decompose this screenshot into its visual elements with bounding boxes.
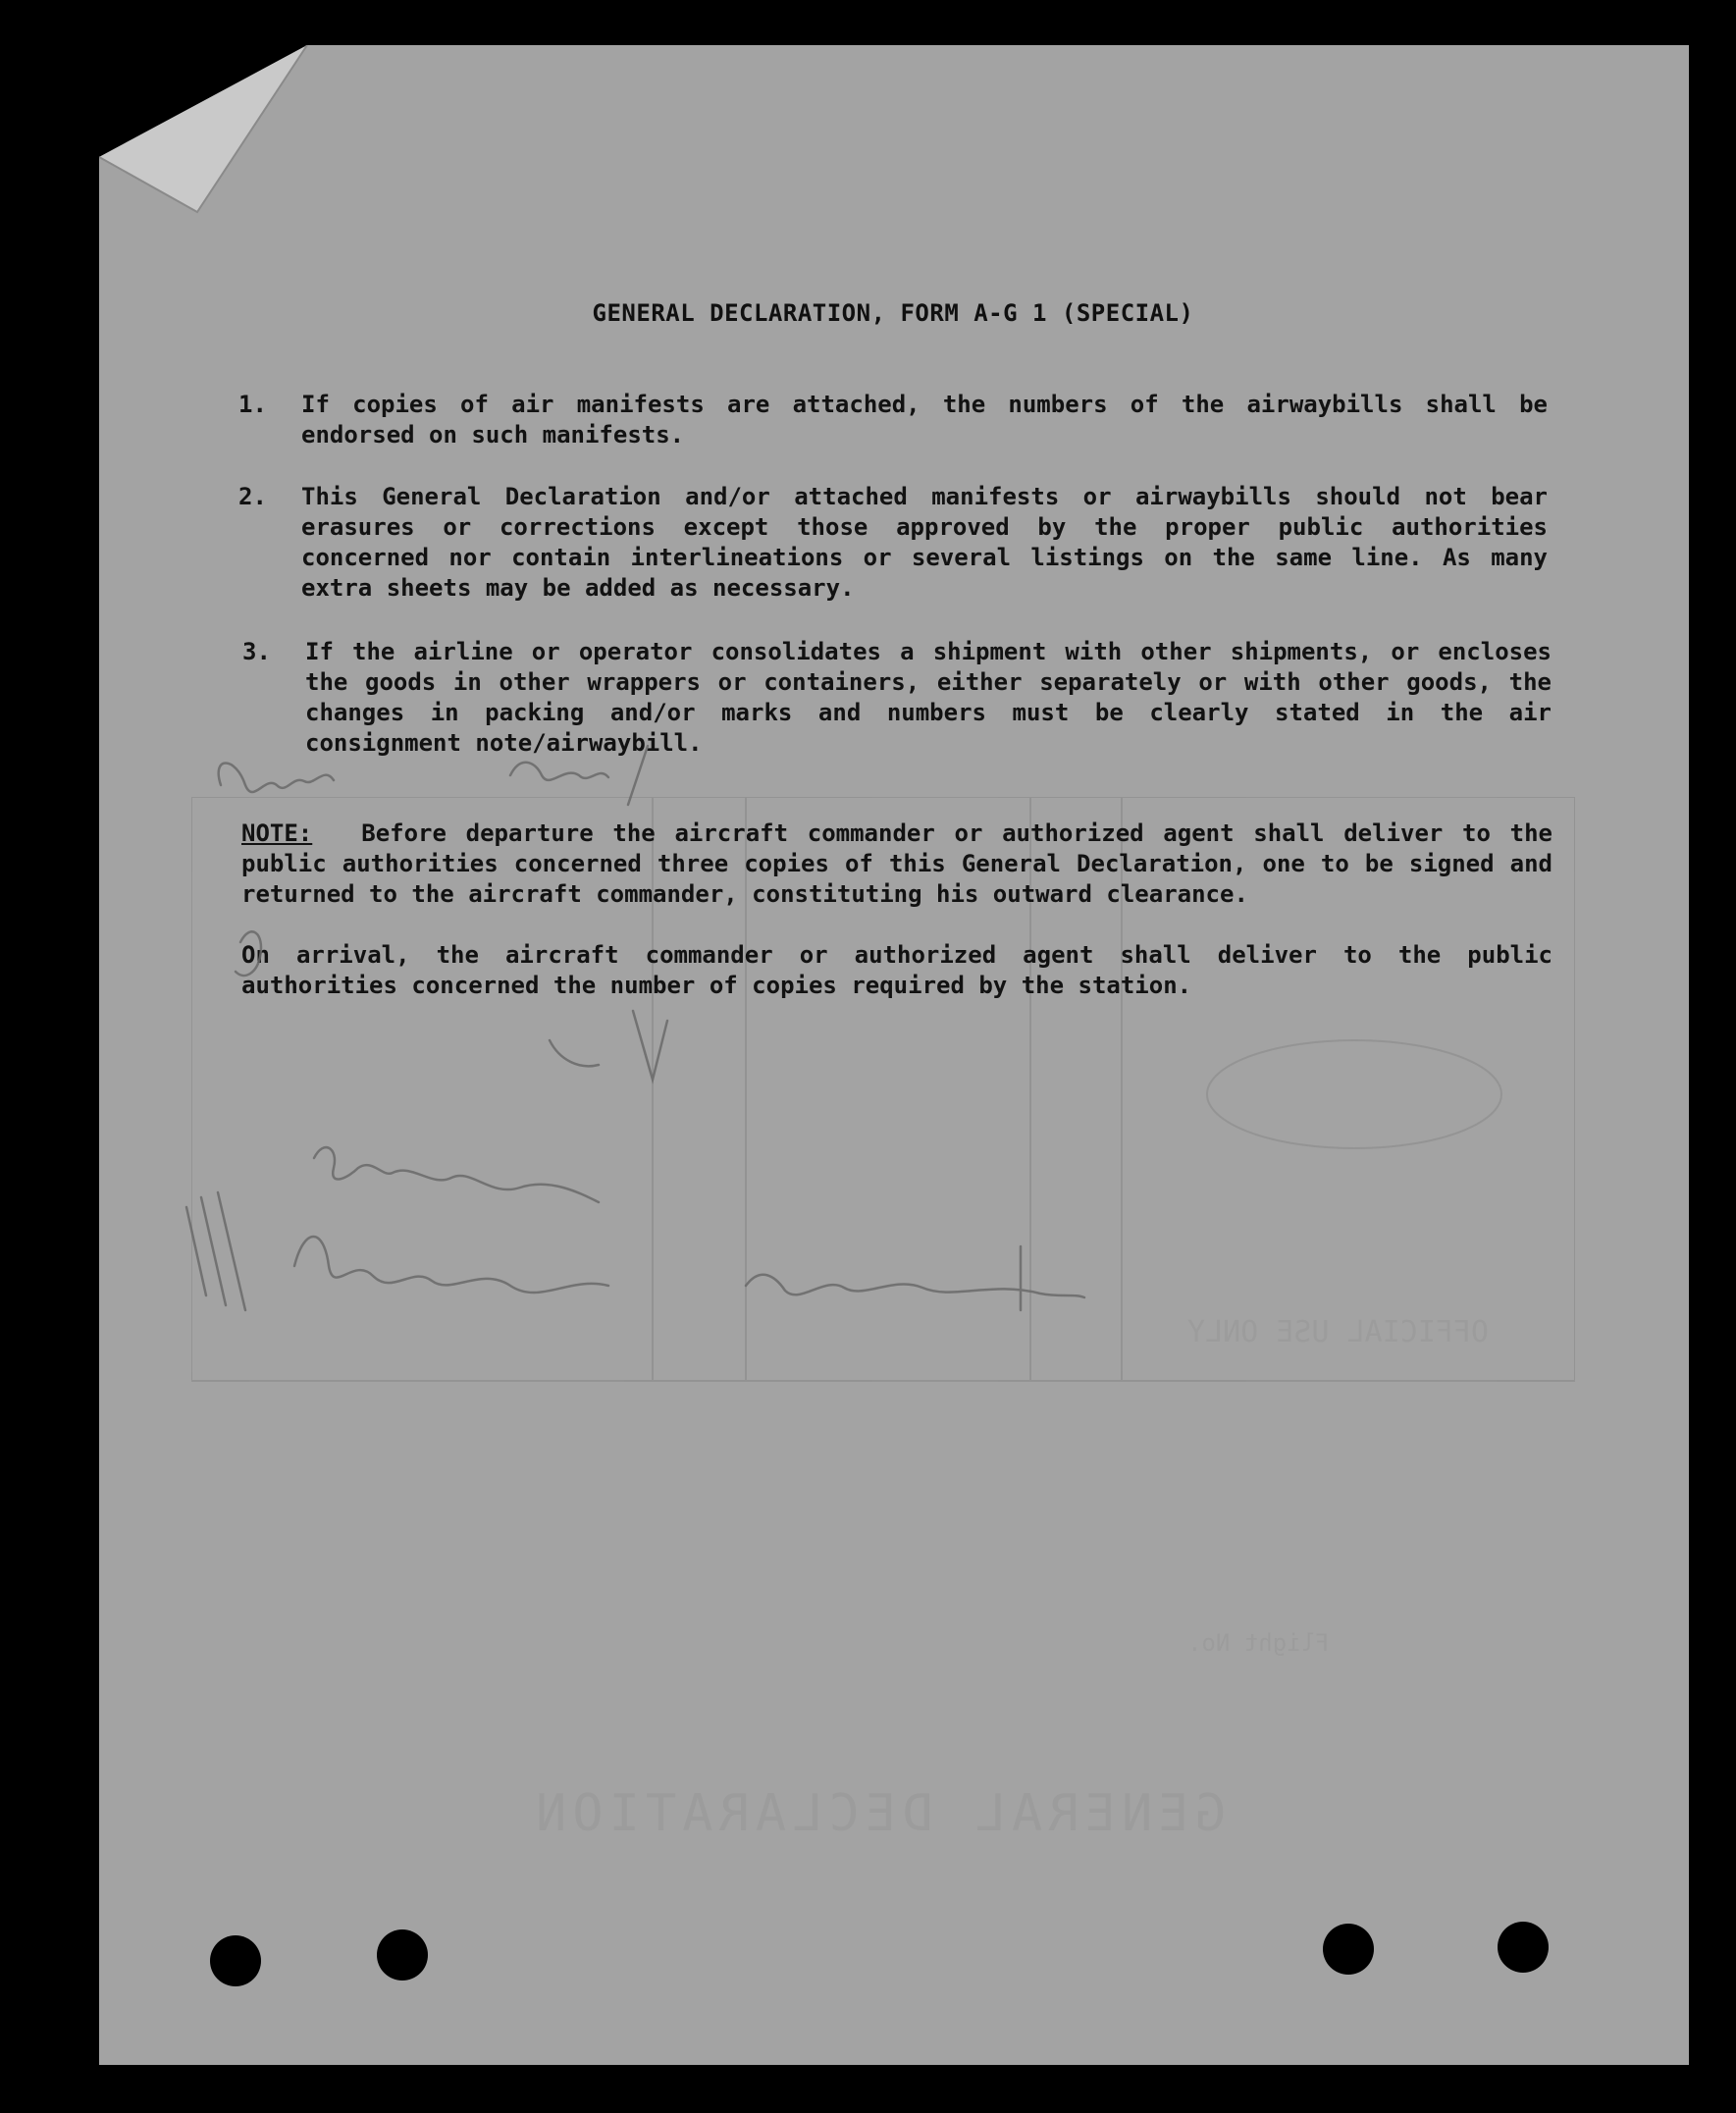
item-number: 1. [238, 391, 267, 418]
note-text: Before departure the aircraft commander or authorized agent shall deliver to the public authorities concerned three copies of this General Declaration, one to be signed and returned to the aircraft commander, constituting his outward clearance. [241, 819, 1552, 908]
punch-hole-1 [210, 1935, 261, 1986]
note-label: NOTE: [241, 819, 313, 847]
arrival-paragraph: On arrival, the aircraft commander or authorized agent shall deliver to the public authorities concerned the number of copies required by the station. [241, 941, 1552, 999]
folded-corner [99, 45, 315, 222]
show-through-declaration: GENERAL DECLARATION [530, 1784, 1226, 1843]
item-number: 2. [238, 483, 267, 510]
item-number: 3. [242, 638, 271, 665]
punch-hole-2 [377, 1929, 428, 1981]
note-paragraph [241, 819, 1552, 910]
item-text: This General Declaration and/or attached manifests or airwaybills should not bear erasures or corrections except those approved by the proper public authorities concerned nor contain interlineations or several listings on the same line. As many extra sheets may be added as necessary. [301, 483, 1548, 602]
punch-hole-4 [1498, 1922, 1549, 1973]
punch-hole-3 [1323, 1924, 1374, 1975]
note-block [241, 819, 1552, 1001]
item-text: If copies of air manifests are attached, the numbers of the airwaybills shall be endorsed on such manifests. [301, 391, 1548, 449]
show-through-official-use: OFFICIAL USE ONLY [1187, 1315, 1490, 1349]
show-through-flight-no: Flight No. [1187, 1629, 1330, 1657]
item-text: If the airline or operator consolidates a shipment with other shipments, or encloses the goods in other wrappers or containers, either separately or with other goods, the changes in packing and/or marks and numbers must be clearly stated in the air consignment note/airwaybill. [305, 638, 1552, 757]
document-title: GENERAL DECLARATION, FORM A-G 1 (SPECIAL) [592, 299, 1194, 327]
